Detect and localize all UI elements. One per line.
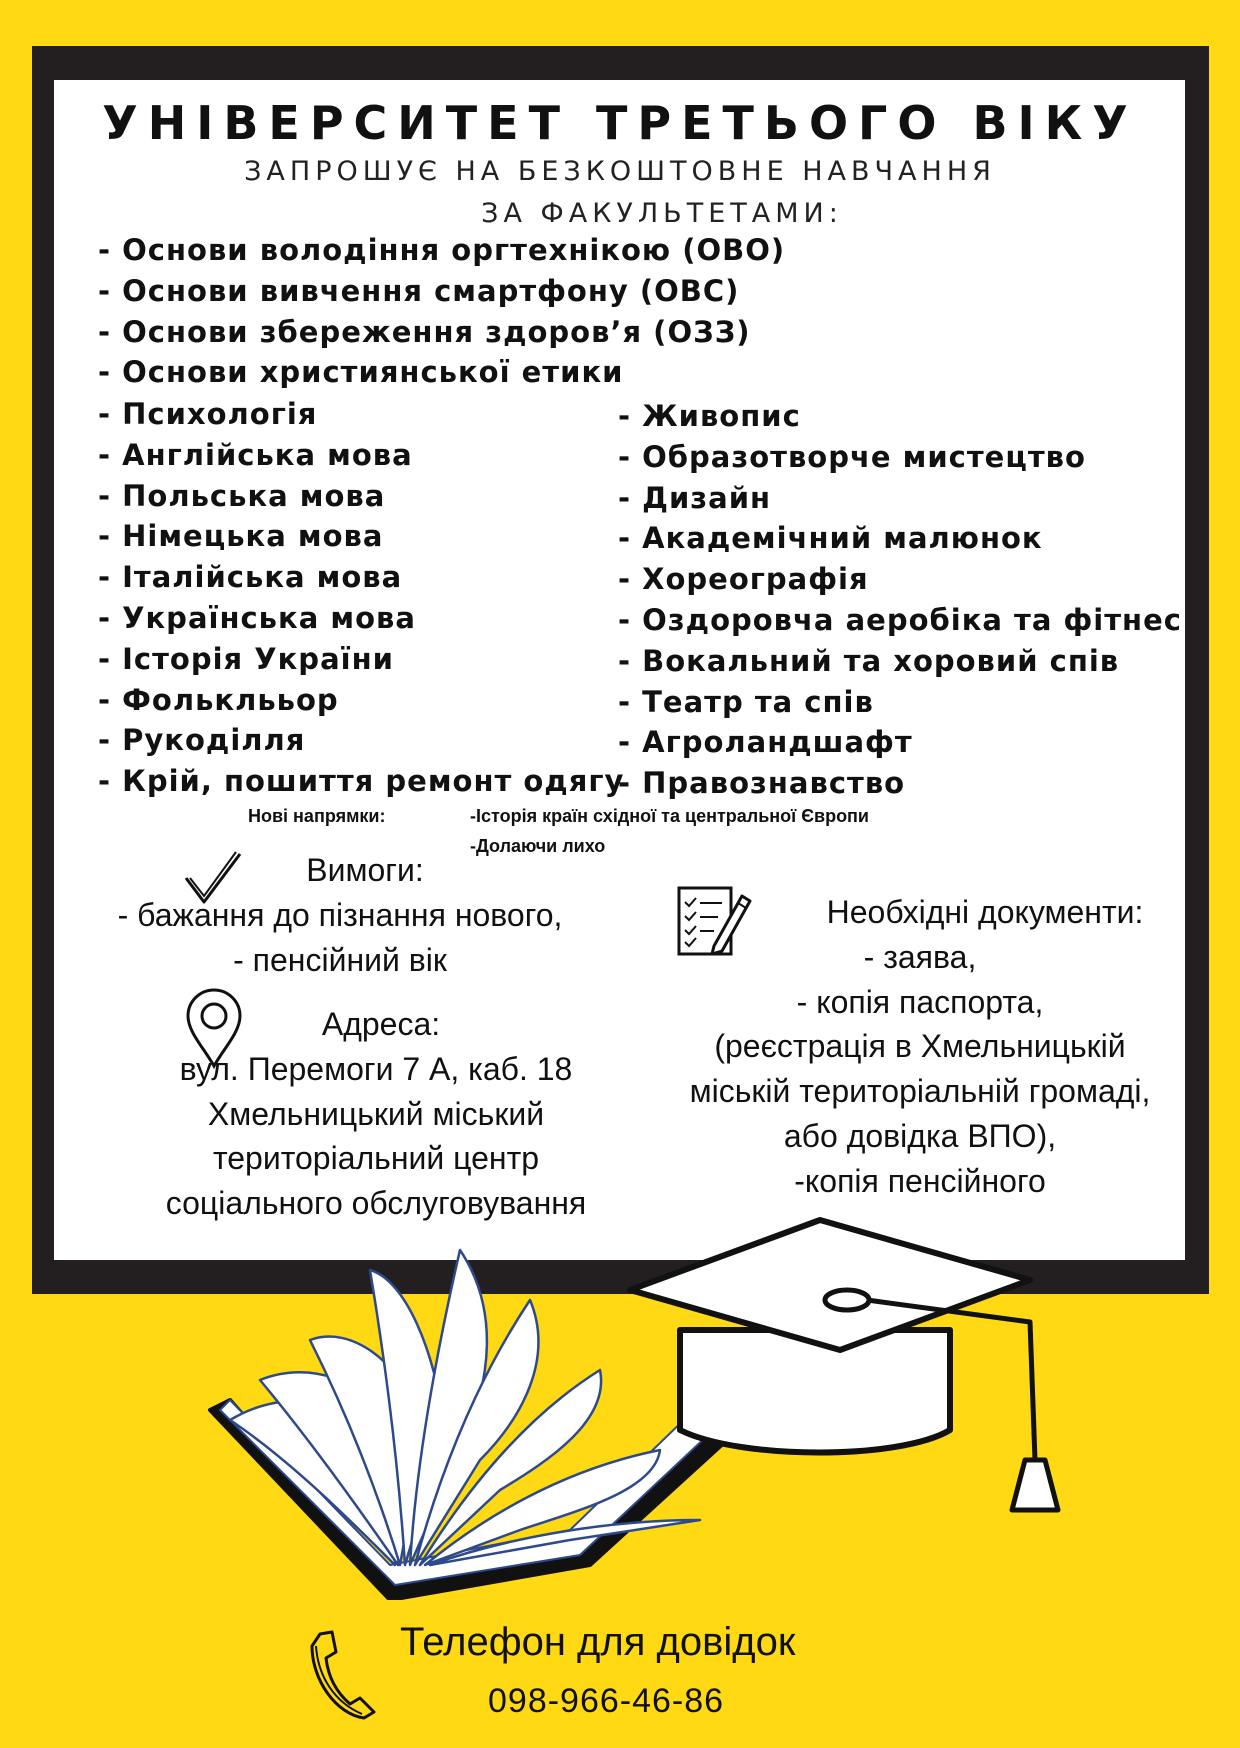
new-directions-label: Нові напрямки: [248, 806, 386, 826]
new-direction-item: -Історія країн східної та центральної Європи [470, 806, 869, 826]
document-line: міській територіальній громаді, [689, 1073, 1151, 1110]
graduation-cap-icon [620, 1210, 1070, 1530]
faculty-item: - Італійська мова [98, 557, 624, 598]
faculty-list-right [618, 396, 1182, 804]
address-line: територіальний центр [212, 1140, 540, 1177]
requirements-block [60, 848, 620, 982]
documents-heading: Необхідні документи: [826, 894, 1144, 930]
poster-subtitle: ЗАПРОШУЄ НА БЕЗКОШТОВНЕ НАВЧАННЯ [244, 156, 996, 187]
new-direction-item: -Долаючи лихо [470, 836, 606, 856]
faculty-item: - Вокальний та хоровий спів [618, 641, 1182, 682]
faculty-item: - Рукоділля [98, 720, 624, 761]
faculty-item: - Фольклььор [98, 680, 624, 721]
document-line: (реєстрація в Хмельницькій [714, 1028, 1126, 1065]
document-line: -копія пенсійного [794, 1162, 1046, 1199]
faculty-item: - Агроландшафт [618, 722, 1182, 763]
faculty-item: - Дизайн [618, 478, 1182, 519]
faculty-item: - Основи вивчення смартфону (ОВС) [98, 271, 785, 312]
faculty-item: - Основи християнської етики [98, 352, 785, 393]
document-line: або довідка ВПО), [783, 1117, 1057, 1154]
faculty-item: - Англійська мова [98, 435, 624, 476]
address-heading: Адреса: [321, 1006, 441, 1042]
documents-block [620, 890, 1220, 1204]
faculty-item: - Українська мова [98, 598, 624, 639]
address-block [96, 1002, 656, 1226]
faculty-item: - Німецька мова [98, 516, 624, 557]
faculty-item: - Оздоровча аеробіка та фітнес [618, 600, 1182, 641]
faculty-item: - Психологія [98, 394, 624, 435]
faculty-item: - Основи володіння оргтехнікою (ОВО) [98, 230, 785, 271]
faculty-item: - Крій, пошиття ремонт одягу [98, 761, 624, 802]
phone-icon [306, 1628, 380, 1720]
faculty-list-top [98, 230, 785, 393]
poster-title: УНІВЕРСИТЕТ ТРЕТЬОГО ВІКУ [102, 96, 1138, 150]
phone-label: Телефон для довідок [400, 1620, 796, 1664]
faculty-item: - Правознавство [618, 763, 1182, 804]
requirements-heading: Вимоги: [306, 852, 424, 888]
faculty-list-left [98, 394, 624, 802]
document-line: - копія паспорта, [796, 983, 1044, 1020]
faculty-item: - Історія України [98, 639, 624, 680]
requirement-line: - пенсійний вік [233, 941, 447, 978]
faculty-item: - Академічний малюнок [618, 518, 1182, 559]
faculty-item: - Театр та спів [618, 682, 1182, 723]
faculty-item: - Хореографія [618, 559, 1182, 600]
poster-subtitle-faculties: ЗА ФАКУЛЬТЕТАМИ: [481, 198, 843, 229]
faculty-item: - Основи збереження здоров’я (ОЗЗ) [98, 312, 785, 353]
address-line: Хмельницький міський [207, 1095, 545, 1132]
address-line: соціального обслуговування [165, 1185, 587, 1222]
faculty-item: - Образотворче мистецтво [618, 437, 1182, 478]
document-line: - заява, [863, 938, 977, 975]
faculty-item: - Живопис [618, 396, 1182, 437]
address-line: вул. Перемоги 7 А, каб. 18 [179, 1050, 573, 1087]
requirement-line: - бажання до пізнання нового, [117, 896, 563, 933]
faculty-item: - Польська мова [98, 476, 624, 517]
phone-number[interactable]: 098-966-46-86 [488, 1682, 725, 1720]
